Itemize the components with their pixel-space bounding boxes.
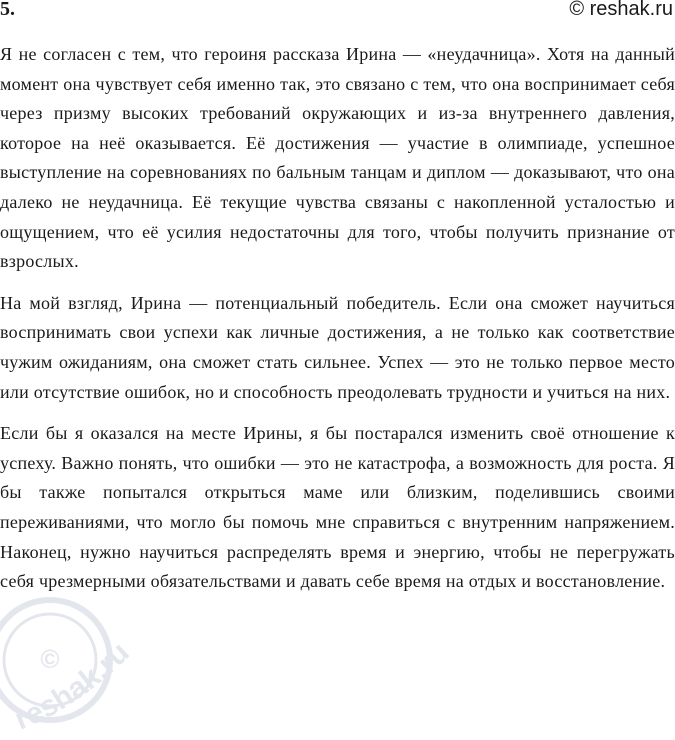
copyright-notice: © reshak.ru bbox=[569, 0, 673, 20]
paragraph-2: На мой взгляд, Ирина — потенциальный победитель. Если она сможет научиться воспринимать свои успехи как личные достижения, а не только как соответствие чужим ожиданиям, она сможет стать сильнее. Успех — это не только первое место или отсутствие ошибок, но и способность преодолевать трудности и учиться на них. bbox=[0, 292, 675, 402]
svg-text:©: © bbox=[40, 644, 60, 674]
page-header bbox=[0, 0, 675, 26]
paragraph-1: Я не согласен с тем, что героиня рассказа Ирина — «неудачница». Хотя на данный момент она чувствует себя именно так, это связано с тем, что она воспринимает себя через призму высоких требований окружающих и из-за внутреннего давления, которое на неё оказывается. Её достижения — участие в олимпиаде, успешное выступление на соревнованиях по бальным танцам и диплом — доказывают, что она далеко не неудачница. Её текущие чувства связаны с накопленной усталостью и ощущением, что её усилия недостаточны для того, чтобы получить признание от взрослых. bbox=[0, 44, 675, 272]
svg-text:reshak.ru bbox=[10, 636, 136, 737]
watermark-text: reshak.ru bbox=[10, 635, 136, 737]
answer-text bbox=[0, 40, 675, 609]
paragraph-3: Если бы я оказался на месте Ирины, я бы постарался изменить своё отношение к успеху. Важно понять, что ошибки — это не катастрофа, а возможность для роста. Я бы также попытался открыться маме или близким, поделившись своими переживаниями, что могло бы помочь мне справиться с внутренним напряжением. Наконец, нужно научиться распределять время и энергию, чтобы не перегружать себя чрезмерными обязательствами и давать себе время на отдых и восстановление. bbox=[0, 423, 675, 592]
task-number: 5. bbox=[0, 0, 15, 20]
